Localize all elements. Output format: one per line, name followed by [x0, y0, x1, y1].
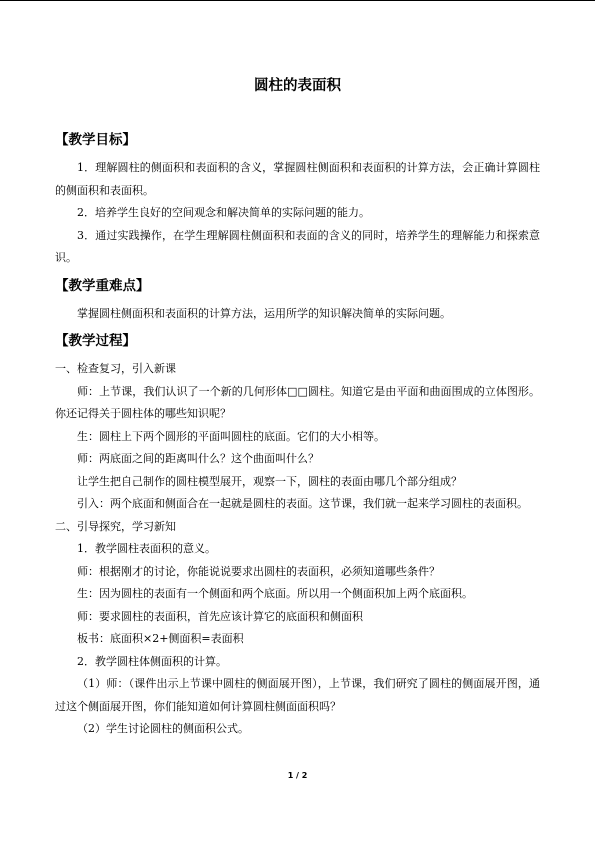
goal-item-2: 2．培养学生良好的空间观念和解决简单的实际问题的能力。: [77, 206, 370, 219]
section-heading-key-points: 【教学重难点】: [55, 277, 150, 294]
process-line: （2）学生讨论圆柱的侧面积公式。: [77, 722, 249, 735]
top-rule: [0, 0, 595, 1]
process-line: 板书：底面积×2+侧面积=表面积: [77, 632, 244, 645]
process-line: 生：因为圆柱的表面有一个侧面和两个底面。所以用一个侧面积加上两个底面积。: [77, 587, 473, 600]
key-points-text: 掌握圆柱侧面积和表面积的计算方法，运用所学的知识解决简单的实际问题。: [77, 306, 451, 320]
process-line: 师：两底面之间的距离叫什么？这个曲面叫什么？: [77, 452, 319, 465]
process-subheading-2: 二、引导探究，学习新知: [55, 519, 176, 533]
goal-item-3: 3．通过实践操作，在学生理解圆柱侧面积和表面的含义的同时，培养学生的理解能力和探索意识。: [55, 228, 540, 264]
process-line: （1）师：（课件出示上节课中圆柱的侧面展开图），上节课，我们研究了圆柱的侧面展开图，通过这个侧面展开图，你们能知道如何计算圆柱侧面面积吗？: [55, 677, 540, 713]
document-title: 圆柱的表面积: [254, 78, 341, 94]
page-number: 1 / 2: [287, 771, 308, 780]
section-heading-goals: 【教学目标】: [55, 132, 136, 148]
process-line: 2．教学圆柱体侧面积的计算。: [77, 654, 227, 668]
goal-item-1: 1．理解圆柱的侧面积和表面积的含义，掌握圆柱侧面积和表面积的计算方法，会正确计算圆柱的侧面积和表面积。: [55, 161, 540, 197]
process-line: 师：要求圆柱的表面积，首先应该计算它的底面积和侧面积: [77, 609, 363, 623]
process-line: 引入：两个底面和侧面合在一起就是圆柱的表面。这节课，我们就一起来学习圆柱的表面积。: [77, 497, 528, 510]
section-heading-process: 【教学过程】: [55, 333, 136, 349]
process-line: 1．教学圆柱表面积的意义。: [77, 542, 216, 555]
process-line: 让学生把自己制作的圆柱模型展开，观察一下，圆柱的表面由哪几个部分组成？: [77, 474, 462, 488]
process-line: 师：根据刚才的讨论，你能说说要求出圆柱的表面积，必须知道哪些条件？: [77, 564, 440, 578]
process-line: 生：圆柱上下两个圆形的平面叫圆柱的底面。它们的大小相等。: [77, 429, 385, 443]
document-body: [55, 130, 540, 741]
process-line: 师：上节课，我们认识了一个新的几何形体□□圆柱。知道它是由平面和曲面围成的立体图形。你还记得关于圆柱体的哪些知识呢？: [55, 384, 540, 420]
process-subheading-1: 一、检查复习，引入新课: [55, 362, 176, 375]
